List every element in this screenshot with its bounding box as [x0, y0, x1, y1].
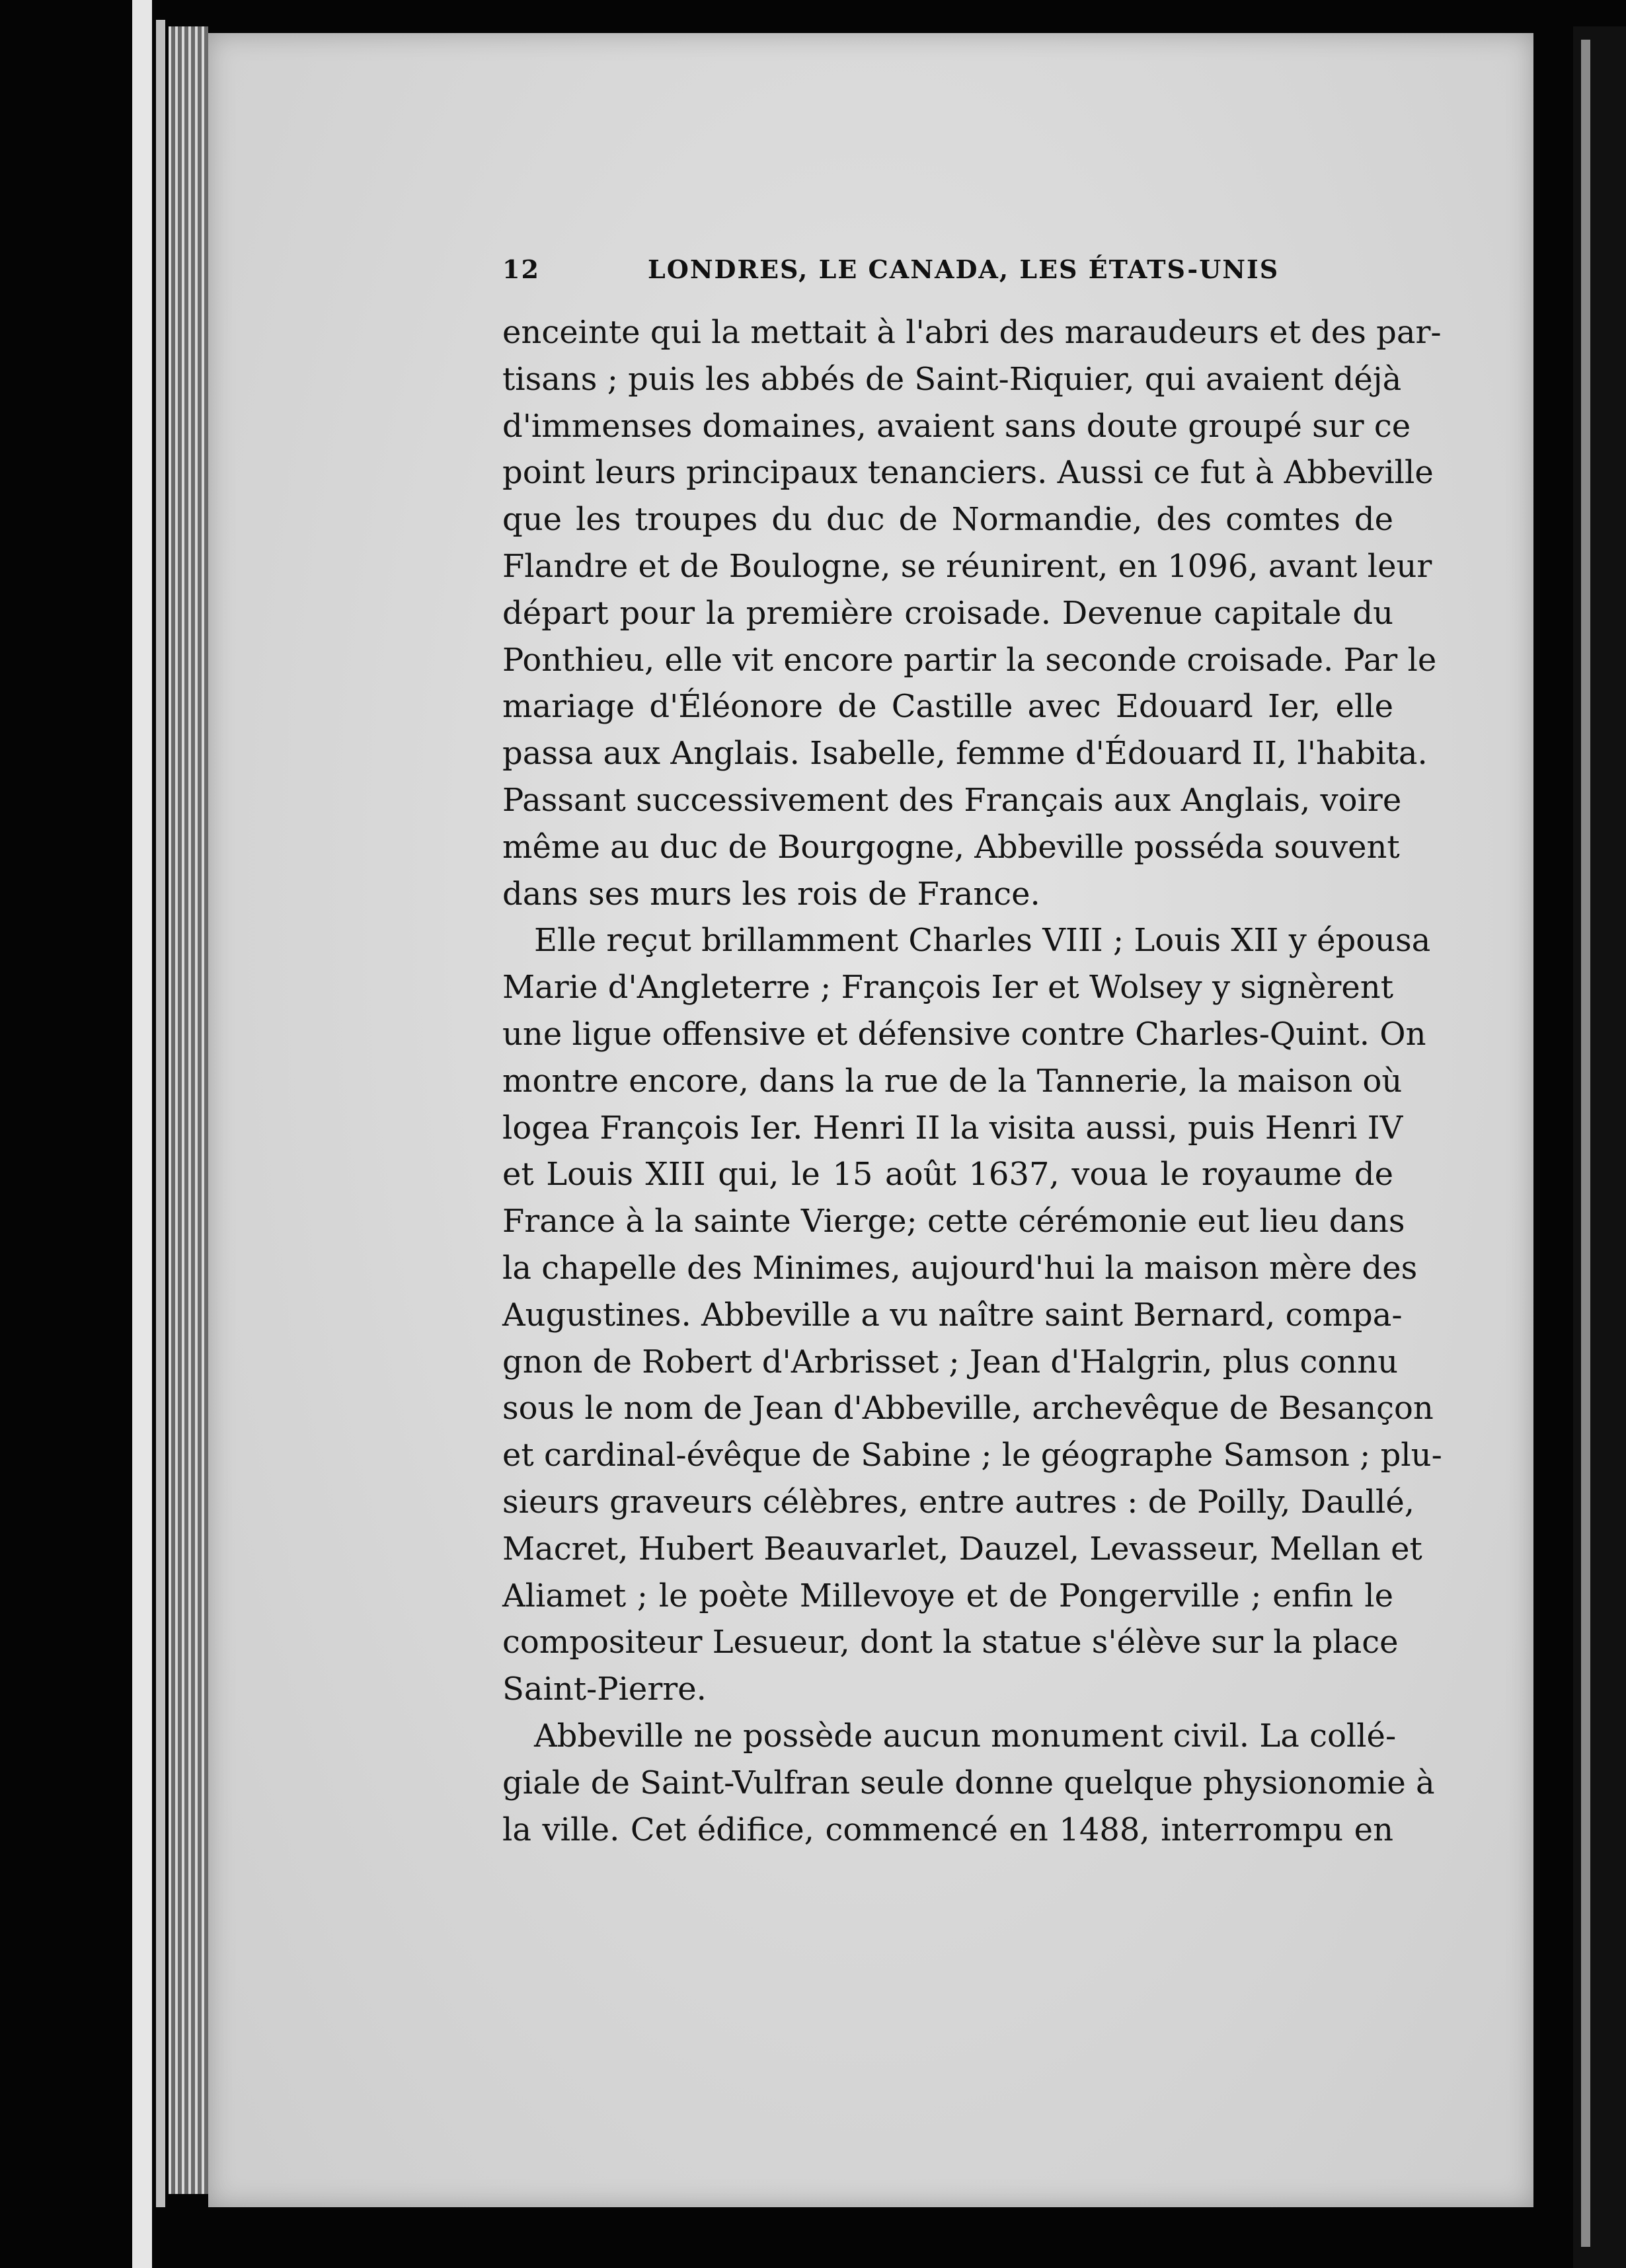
- text-line: Macret, Hubert Beauvarlet, Dauzel, Levasseur, Mellan et: [502, 1530, 1422, 1568]
- text-line: une ligue offensive et défensive contre Charles-Quint. On: [502, 1015, 1426, 1053]
- body-text: [502, 309, 1442, 1853]
- text-line: et Louis XIII qui, le 15 août 1637, voua le royaume de: [502, 1156, 1393, 1193]
- text-line: giale de Saint-Vulfran seule donne quelque physionomie à: [502, 1764, 1435, 1801]
- text-line: Saint-Pierre.: [502, 1671, 707, 1708]
- text-line: Ponthieu, elle vit encore partir la seconde croisade. Par le: [502, 641, 1437, 679]
- text-line: Abbeville ne possède aucun monument civil. La collé-: [534, 1717, 1397, 1755]
- text-line: départ pour la première croisade. Devenue capitale du: [502, 594, 1393, 632]
- text-line: mariage d'Éléonore de Castille avec Edouard Ier, elle: [502, 688, 1393, 726]
- book-page: [208, 33, 1533, 2207]
- page-number: 12: [502, 254, 540, 284]
- text-line: enceinte qui la mettait à l'abri des maraudeurs et des par-: [502, 314, 1442, 351]
- facing-page-sliver: [1581, 40, 1590, 2247]
- binding-shadow: [156, 20, 165, 2207]
- text-line: Passant successivement des Français aux Anglais, voire: [502, 781, 1402, 819]
- text-line: Flandre et de Boulogne, se réunirent, en 1096, avant leur: [502, 547, 1432, 585]
- text-line: la ville. Cet édifice, commencé en 1488, interrompu en: [502, 1811, 1393, 1848]
- text-line: Augustines. Abbeville a vu naître saint Bernard, compa-: [502, 1296, 1403, 1334]
- text-line: que les troupes du duc de Normandie, des comtes de: [502, 501, 1393, 539]
- text-line: Aliamet ; le poète Millevoye et de Pongerville ; enfin le: [502, 1577, 1393, 1614]
- text-line: la chapelle des Minimes, aujourd'hui la maison mère des: [502, 1249, 1418, 1287]
- text-line: Marie d'Angleterre ; François Ier et Wolsey y signèrent: [502, 969, 1393, 1006]
- text-line: Elle reçut brillamment Charles VIII ; Louis XII y épousa: [534, 922, 1431, 960]
- text-line: même au duc de Bourgogne, Abbeville posséda souvent: [502, 828, 1400, 866]
- text-line: et cardinal-évêque de Sabine ; le géographe Samson ; plu-: [502, 1437, 1442, 1474]
- binding-strip: [132, 0, 152, 2268]
- text-line: sous le nom de Jean d'Abbeville, archevêque de Besançon: [502, 1390, 1434, 1427]
- text-line: d'immenses domaines, avaient sans doute groupé sur ce: [502, 407, 1411, 445]
- text-line: compositeur Lesueur, dont la statue s'élève sur la place: [502, 1624, 1399, 1661]
- text-line: tisans ; puis les abbés de Saint-Riquier, qui avaient déjà: [502, 360, 1402, 398]
- text-line: dans ses murs les rois de France.: [502, 875, 1040, 913]
- text-line: logea François Ier. Henri II la visita aussi, puis Henri IV: [502, 1109, 1403, 1147]
- text-line: sieurs graveurs célèbres, entre autres : de Poilly, Daullé,: [502, 1483, 1415, 1521]
- text-line: passa aux Anglais. Isabelle, femme d'Édouard II, l'habita.: [502, 735, 1428, 773]
- text-line: France à la sainte Vierge; cette cérémonie eut lieu dans: [502, 1203, 1405, 1240]
- running-head: [502, 254, 1494, 294]
- text-line: montre encore, dans la rue de la Tannerie, la maison où: [502, 1062, 1403, 1100]
- text-line: gnon de Robert d'Arbrisset ; Jean d'Halgrin, plus connu: [502, 1343, 1399, 1380]
- text-line: point leurs principaux tenanciers. Aussi ce fut à Abbeville: [502, 454, 1434, 492]
- running-title: LONDRES, LE CANADA, LES ÉTATS-UNIS: [648, 254, 1280, 284]
- page-edges: [169, 26, 208, 2194]
